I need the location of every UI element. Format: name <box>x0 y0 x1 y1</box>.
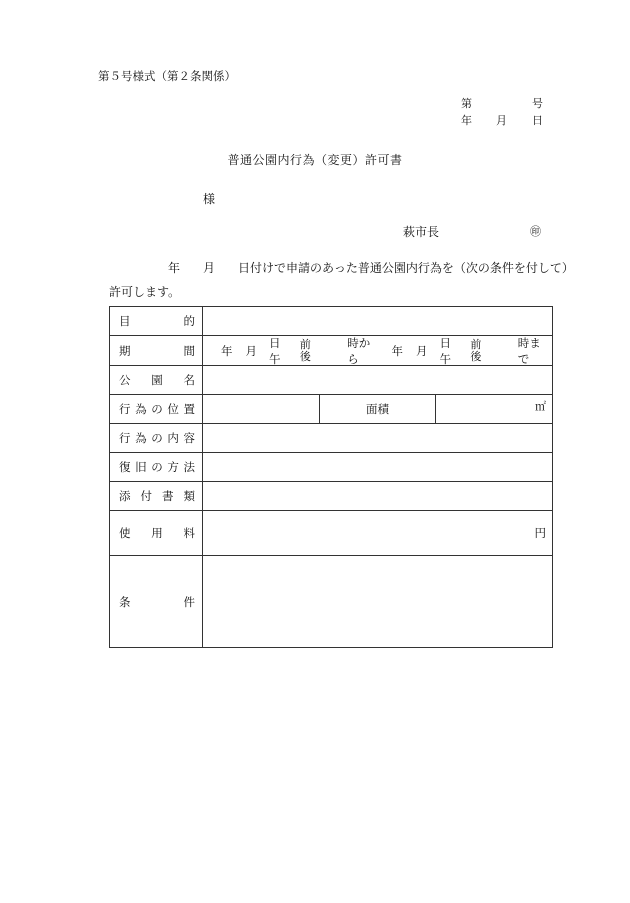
form-number-label: 第５号様式（第２条関係） <box>98 69 236 83</box>
park-name-field[interactable] <box>203 366 553 395</box>
label-content: 行 為 の 内 容 <box>119 431 195 445</box>
restore-field[interactable] <box>203 453 553 482</box>
paragraph-year: 年 <box>168 261 181 275</box>
area-label: 面積 <box>319 395 436 424</box>
label-fee: 使 用 料 <box>119 526 195 540</box>
date-day: 日 <box>532 114 543 127</box>
row-attachments <box>110 482 553 511</box>
label-period: 期 間 <box>119 343 195 358</box>
label-conditions: 条 件 <box>119 594 195 609</box>
label-purpose: 目 的 <box>119 314 195 328</box>
attachments-field[interactable] <box>203 482 553 511</box>
paragraph-line2: 許可します。 <box>109 285 181 299</box>
row-location <box>110 395 553 424</box>
am-pm-selector-start[interactable]: 前 後 <box>299 337 311 363</box>
area-unit: ㎡ <box>535 400 546 413</box>
label-restore: 復 旧 の 方 法 <box>119 460 195 474</box>
seal-mark: ㊞ <box>530 225 541 238</box>
area-field[interactable] <box>436 395 553 424</box>
content-field[interactable] <box>203 424 553 453</box>
date-year: 年 <box>461 114 472 127</box>
period-field[interactable]: 年 月 日午 前 後 時から 年 月 日午 前 後 時まで <box>203 336 553 366</box>
fee-unit: 円 <box>534 526 546 540</box>
row-park-name <box>110 366 553 395</box>
am-pm-selector-end[interactable]: 前 後 <box>470 337 482 363</box>
row-period <box>110 336 553 366</box>
row-content <box>110 424 553 453</box>
label-attachments: 添 付 書 類 <box>119 489 195 503</box>
row-conditions <box>110 556 553 648</box>
row-purpose <box>110 307 553 336</box>
fee-field[interactable] <box>203 511 553 556</box>
date-month: 月 <box>496 114 507 127</box>
permit-table <box>109 306 553 648</box>
location-field[interactable] <box>203 395 320 424</box>
number-suffix: 号 <box>532 97 543 110</box>
issuer-name: 萩市長 <box>403 225 440 239</box>
label-location: 行 為 の 位 置 <box>119 402 195 416</box>
label-park-name: 公 園 名 <box>119 373 195 387</box>
row-restore <box>110 453 553 482</box>
purpose-field[interactable] <box>203 307 553 336</box>
number-prefix: 第 <box>461 97 472 110</box>
document-title: 普通公園内行為（変更）許可書 <box>227 153 403 167</box>
paragraph-month: 月 <box>203 261 216 275</box>
addressee-suffix: 様 <box>203 192 216 206</box>
row-fee <box>110 511 553 556</box>
paragraph-body: 日付けで申請のあった普通公園内行為を（次の条件を付して） <box>238 261 574 275</box>
conditions-field[interactable] <box>203 556 553 648</box>
